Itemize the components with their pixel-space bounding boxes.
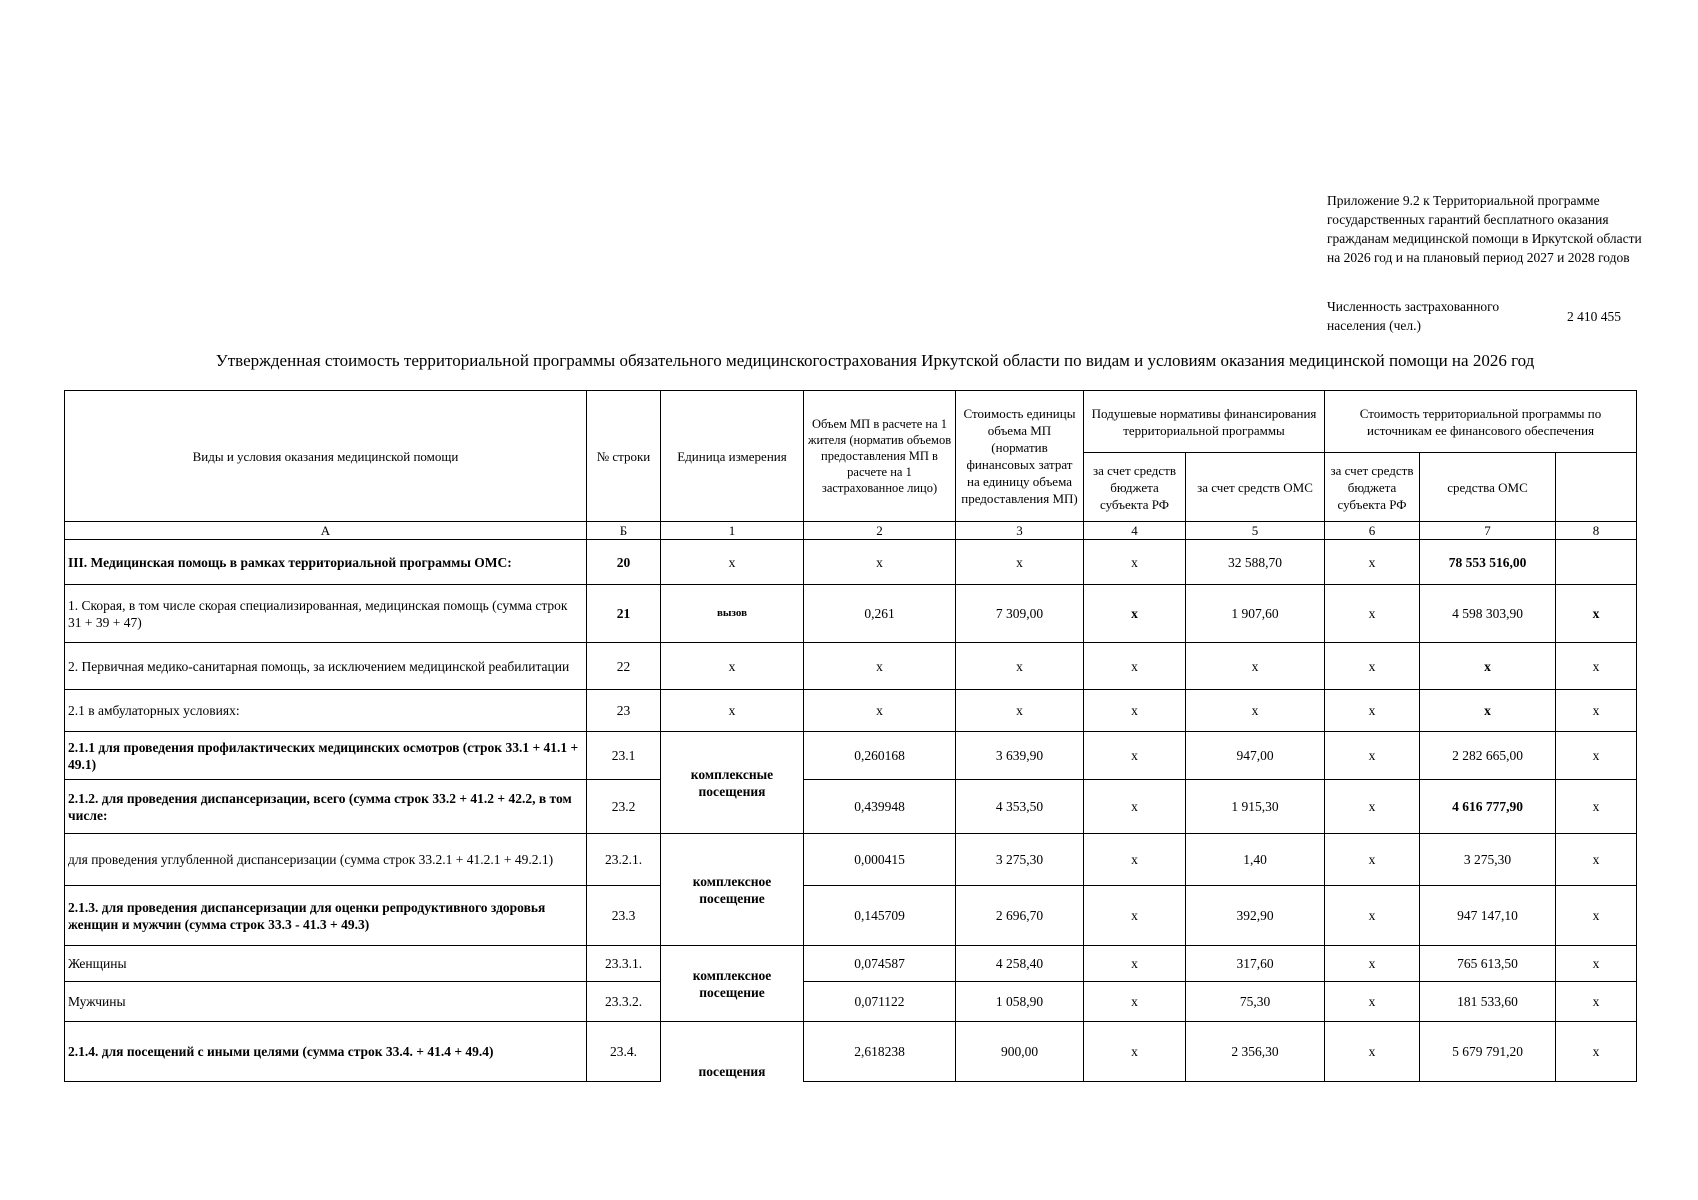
index-cell: 8: [1556, 522, 1637, 540]
row-name: 2.1.2. для проведения диспансеризации, всего (сумма строк 33.2 + 41.2 + 42.2, в том числе:: [65, 780, 587, 834]
row-volume: 0,145709: [804, 886, 956, 946]
header-unit: Единица измерения: [661, 391, 804, 522]
row-col8: х: [1556, 690, 1637, 732]
header-cost-budget: за счет средств бюджета субъекта РФ: [1325, 453, 1420, 522]
row-unit-complex-visit: комплексное посещение: [661, 946, 804, 1022]
row-pc-oms: 32 588,70: [1186, 540, 1325, 585]
row-pc-budget: х: [1084, 690, 1186, 732]
row-pc-budget: х: [1084, 1022, 1186, 1082]
row-pc-oms: 2 356,30: [1186, 1022, 1325, 1082]
row-cost-budget: х: [1325, 946, 1420, 982]
cost-table: [64, 390, 1637, 1082]
row-col8: х: [1556, 643, 1637, 690]
index-cell: 1: [661, 522, 804, 540]
row-volume: х: [804, 643, 956, 690]
row-pc-budget: х: [1084, 585, 1186, 643]
row-unit-cost: 900,00: [956, 1022, 1084, 1082]
index-cell: 6: [1325, 522, 1420, 540]
row-unit-cost: 1 058,90: [956, 982, 1084, 1022]
row-cost-oms: 5 679 791,20: [1420, 1022, 1556, 1082]
row-volume: 0,000415: [804, 834, 956, 886]
row-unit-complex-visit: комплексное посещение: [661, 834, 804, 946]
row-name: 1. Скорая, в том числе скорая специализированная, медицинская помощь (сумма строк 31 + 39 + 47): [65, 585, 587, 643]
row-no: 23.2: [587, 780, 661, 834]
row-cost-budget: х: [1325, 982, 1420, 1022]
row-name: III. Медицинская помощь в рамках территориальной программы ОМС:: [65, 540, 587, 585]
row-name: 2.1.1 для проведения профилактических медицинских осмотров (строк 33.1 + 41.1 + 49.1): [65, 732, 587, 780]
row-no: 21: [587, 585, 661, 643]
row-cost-oms: 3 275,30: [1420, 834, 1556, 886]
row-cost-oms: 947 147,10: [1420, 886, 1556, 946]
row-cost-oms: 4 598 303,90: [1420, 585, 1556, 643]
row-unit-cost: 2 696,70: [956, 886, 1084, 946]
row-cost-oms: 765 613,50: [1420, 946, 1556, 982]
row-name: 2.1.4. для посещений с иными целями (сумма строк 33.4. + 41.4 + 49.4): [65, 1022, 587, 1082]
table-row: [65, 946, 1637, 982]
row-name: Мужчины: [65, 982, 587, 1022]
row-cost-budget: х: [1325, 643, 1420, 690]
row-pc-oms: 1 907,60: [1186, 585, 1325, 643]
index-cell: 5: [1186, 522, 1325, 540]
appendix-note: Приложение 9.2 к Территориальной программе государственных гарантий бесплатного оказания гражданам медицинской помощи в Иркутской области на 2026 год и на плановый период 2027 и 2028 годов: [1327, 193, 1642, 265]
row-cost-budget: х: [1325, 732, 1420, 780]
header-empty: [1556, 453, 1637, 522]
table-row: [65, 886, 1637, 946]
row-name: 2.1.3. для проведения диспансеризации для оценки репродуктивного здоровья женщин и мужчин (сумма строк 33.3 - 41.3 + 49.3): [65, 886, 587, 946]
row-cost-budget: х: [1325, 834, 1420, 886]
index-cell: 3: [956, 522, 1084, 540]
row-unit-cost: х: [956, 540, 1084, 585]
row-name: для проведения углубленной диспансеризации (сумма строк 33.2.1 + 41.2.1 + 49.2.1): [65, 834, 587, 886]
index-cell: А: [65, 522, 587, 540]
row-volume: 0,074587: [804, 946, 956, 982]
row-cost-oms: 4 616 777,90: [1420, 780, 1556, 834]
population-label: Численность застрахованного населения (чел.): [1327, 299, 1500, 333]
row-pc-budget: х: [1084, 886, 1186, 946]
header-unit-cost: Стоимость единицы объема МП (норматив финансовых затрат на единицу объема предоставления МП): [956, 391, 1084, 522]
row-pc-oms: х: [1186, 643, 1325, 690]
table-row: [65, 540, 1637, 585]
index-row: [65, 522, 1637, 540]
row-name: 2. Первичная медико-санитарная помощь, за исключением медицинской реабилитации: [65, 643, 587, 690]
row-volume: 0,071122: [804, 982, 956, 1022]
table-row: [65, 585, 1637, 643]
row-unit-cost: х: [956, 643, 1084, 690]
row-unit-cost: 3 275,30: [956, 834, 1084, 886]
row-unit: вызов: [661, 585, 804, 643]
row-unit: х: [661, 540, 804, 585]
row-pc-oms: 947,00: [1186, 732, 1325, 780]
row-name: Женщины: [65, 946, 587, 982]
row-pc-budget: х: [1084, 780, 1186, 834]
header-row-1: [65, 391, 1637, 453]
row-name: 2.1 в амбулаторных условиях:: [65, 690, 587, 732]
row-volume: 0,439948: [804, 780, 956, 834]
row-col8: х: [1556, 886, 1637, 946]
header-cost-oms: средства ОМС: [1420, 453, 1556, 522]
row-no: 23.1: [587, 732, 661, 780]
row-unit: х: [661, 643, 804, 690]
row-cost-budget: х: [1325, 780, 1420, 834]
row-col8: х: [1556, 834, 1637, 886]
header-volume: Объем МП в расчете на 1 жителя (норматив объемов предоставления МП в расчете на 1 застрахованное лицо): [804, 391, 956, 522]
row-cost-budget: х: [1325, 1022, 1420, 1082]
header-pc-oms: за счет средств ОМС: [1186, 453, 1325, 522]
table-row: [65, 643, 1637, 690]
row-volume: х: [804, 540, 956, 585]
row-unit-cost: 4 353,50: [956, 780, 1084, 834]
row-no: 23.3: [587, 886, 661, 946]
row-unit-visits: посещения: [661, 1022, 804, 1082]
header-row-no: № строки: [587, 391, 661, 522]
row-no: 23.3.2.: [587, 982, 661, 1022]
index-cell: 7: [1420, 522, 1556, 540]
row-col8: х: [1556, 585, 1637, 643]
row-unit-cost: 7 309,00: [956, 585, 1084, 643]
table-row: [65, 1022, 1637, 1082]
row-col8: х: [1556, 780, 1637, 834]
row-pc-oms: 75,30: [1186, 982, 1325, 1022]
row-cost-budget: х: [1325, 540, 1420, 585]
row-no: 23.4.: [587, 1022, 661, 1082]
index-cell: 4: [1084, 522, 1186, 540]
header-pc-budget: за счет средств бюджета субъекта РФ: [1084, 453, 1186, 522]
row-cost-oms: 2 282 665,00: [1420, 732, 1556, 780]
row-unit-cost: 3 639,90: [956, 732, 1084, 780]
row-unit: х: [661, 690, 804, 732]
document-title: Утвержденная стоимость территориальной программы обязательного медицинскогострахования Иркутской области по видам и условиям оказания медицинской помощи на 2026 год: [215, 351, 1535, 370]
row-pc-oms: 1,40: [1186, 834, 1325, 886]
row-pc-oms: 1 915,30: [1186, 780, 1325, 834]
row-volume: 0,261: [804, 585, 956, 643]
table-row: [65, 982, 1637, 1022]
header-cost-group: Стоимость территориальной программы по источникам ее финансового обеспечения: [1325, 391, 1637, 453]
row-cost-oms: 78 553 516,00: [1420, 540, 1556, 585]
row-volume: 0,260168: [804, 732, 956, 780]
row-volume: 2,618238: [804, 1022, 956, 1082]
row-pc-budget: х: [1084, 540, 1186, 585]
row-unit-cost: 4 258,40: [956, 946, 1084, 982]
index-cell: 2: [804, 522, 956, 540]
row-pc-budget: х: [1084, 834, 1186, 886]
row-no: 20: [587, 540, 661, 585]
row-unit-complex-visits: комплексные посещения: [661, 732, 804, 834]
header-per-capita-group: Подушевые нормативы финансирования территориальной программы: [1084, 391, 1325, 453]
row-no: 22: [587, 643, 661, 690]
row-col8: х: [1556, 732, 1637, 780]
header-kind: Виды и условия оказания медицинской помощи: [65, 391, 587, 522]
row-pc-oms: 392,90: [1186, 886, 1325, 946]
row-cost-oms: 181 533,60: [1420, 982, 1556, 1022]
row-cost-budget: х: [1325, 585, 1420, 643]
row-cost-budget: х: [1325, 886, 1420, 946]
row-col8: х: [1556, 1022, 1637, 1082]
row-no: 23.2.1.: [587, 834, 661, 886]
row-no: 23.3.1.: [587, 946, 661, 982]
row-cost-budget: х: [1325, 690, 1420, 732]
row-cost-oms: х: [1420, 643, 1556, 690]
row-cost-oms: х: [1420, 690, 1556, 732]
population-value: 2 410 455: [1567, 309, 1621, 324]
row-col8: х: [1556, 982, 1637, 1022]
table-row: [65, 834, 1637, 886]
row-pc-oms: 317,60: [1186, 946, 1325, 982]
table-row: [65, 780, 1637, 834]
table-row: [65, 732, 1637, 780]
index-cell: Б: [587, 522, 661, 540]
row-unit-cost: х: [956, 690, 1084, 732]
row-col8: [1556, 540, 1637, 585]
row-pc-budget: х: [1084, 732, 1186, 780]
row-pc-oms: х: [1186, 690, 1325, 732]
row-volume: х: [804, 690, 956, 732]
row-pc-budget: х: [1084, 946, 1186, 982]
row-pc-budget: х: [1084, 643, 1186, 690]
row-pc-budget: х: [1084, 982, 1186, 1022]
row-no: 23: [587, 690, 661, 732]
population-block: [1327, 297, 1657, 335]
row-col8: х: [1556, 946, 1637, 982]
table-row: [65, 690, 1637, 732]
